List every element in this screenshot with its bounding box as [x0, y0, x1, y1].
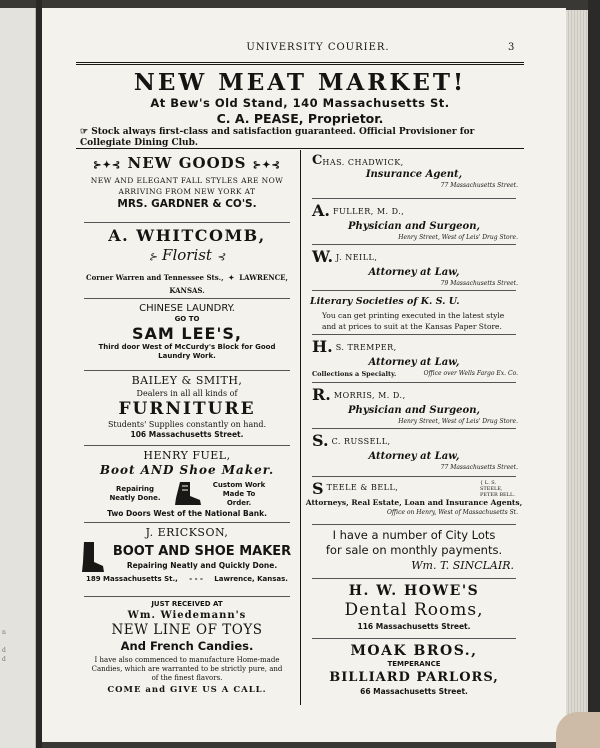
literary-title: Literary Societies of K. S. U.	[310, 296, 460, 307]
fuel-address: Two Doors West of the National Bank.	[107, 509, 267, 518]
card-title: Attorney at Law,	[368, 267, 460, 278]
erickson-address	[76, 574, 298, 584]
banner-headline: NEW MEAT MARKET!	[133, 69, 467, 96]
whitcomb-address: Corner Warren and Tennessee Sts., ✦ LAWRENCE, KANSAS.	[86, 273, 288, 295]
ornament-icon: ⊱	[148, 252, 158, 263]
fuel-left: Repairing Neatly Done.	[109, 485, 161, 502]
wiedemann-body: I have also commenced to manufacture Home-made Candies, which are warranted to be strictly pure, and of the finest flavors.	[91, 656, 283, 682]
card-initial: C	[312, 153, 323, 168]
new-goods-ad	[76, 154, 298, 211]
laundry-body: Third door West of McCurdy's Block for Good Laundry Work.	[98, 343, 276, 360]
moak-trade: BILLIARD PARLORS,	[329, 670, 499, 685]
separator	[312, 290, 516, 291]
bailey-product: FURNITURE	[118, 399, 256, 419]
card-name: MORRIS, M. D.,	[333, 391, 406, 400]
wiedemann-line2: And French Candies.	[120, 639, 254, 653]
separator	[84, 445, 290, 446]
card-title: Physician and Surgeon,	[348, 405, 480, 416]
moak-billiard-ad	[304, 642, 524, 697]
wiedemann-call: COME and GIVE US A CALL.	[107, 685, 267, 695]
fuel-right: Custom Work Made To Order.	[212, 480, 266, 507]
literary-body: You can get printing executed in the latest style and at prices to suit at the Kansas Paper Store.	[322, 311, 505, 331]
card-title: Insurance Agent,	[365, 169, 463, 180]
banner-note-text: Stock always first-class and satisfaction guaranteed.	[91, 127, 356, 137]
literary-societies-ad	[304, 295, 524, 332]
card-initial: H.	[312, 337, 333, 356]
separator	[312, 476, 516, 477]
bailey-name: BAILEY & SMITH,	[131, 374, 243, 387]
separator	[84, 298, 290, 299]
wiedemann-line1: NEW LINE OF TOYS	[111, 622, 263, 638]
card-name: TEELE & BELL,	[326, 483, 399, 492]
banner-note-bold: Official Provisioner for Collegiate Dining Club.	[80, 127, 475, 148]
sinclair-ad	[304, 528, 524, 573]
wiedemann-shop: Wm. Wiedemann's	[127, 610, 247, 621]
separator	[84, 370, 290, 371]
chadwick-card	[304, 154, 524, 190]
separator	[84, 522, 290, 523]
card-name-line	[304, 480, 524, 498]
bailey-note: Students' Supplies constantly on hand.	[107, 420, 267, 429]
card-name-line	[304, 201, 524, 220]
separator	[312, 244, 516, 245]
whitcomb-ad	[76, 226, 298, 297]
moak-address: 66 Massachusetts Street.	[360, 687, 468, 696]
laundry-ad	[76, 302, 298, 361]
page-number: 3	[508, 42, 515, 53]
bailey-dealers: Dealers in all all kinds of	[136, 389, 238, 398]
banner-location: At Bew's Old Stand, 140 Massachusetts St.	[150, 96, 450, 110]
separator	[312, 198, 516, 199]
page-stack-edge	[566, 10, 588, 740]
erickson-address-dashes: - - -	[189, 575, 203, 583]
laundry-name: SAM LEE'S,	[132, 324, 242, 343]
erickson-address-left: 189 Massachusetts St.,	[86, 575, 178, 583]
ornament-icon: ⊰	[216, 252, 226, 263]
laundry-heading: CHINESE LAUNDRY.	[139, 303, 235, 314]
card-name: C. RUSSELL,	[331, 437, 391, 446]
card-address: 79 Massachusetts Street.	[440, 280, 518, 287]
separator	[312, 382, 516, 383]
henry-fuel-ad	[76, 449, 298, 519]
new-goods-title-text: NEW GOODS	[127, 154, 247, 172]
separator	[84, 222, 290, 223]
howe-address: 116 Massachusetts Street.	[357, 622, 471, 631]
new-goods-title	[76, 154, 298, 175]
card-title: Attorneys, Real Estate, Loan and Insurance Agents,	[305, 498, 523, 507]
card-initial: R.	[312, 385, 331, 404]
pointing-hand-icon: ☞	[80, 127, 89, 137]
separator	[312, 578, 516, 579]
tremper-card	[304, 338, 524, 379]
card-address: Office over Wells Fargo Ex. Co.	[423, 370, 518, 377]
erickson-text	[106, 544, 298, 571]
meat-market-banner	[76, 70, 524, 149]
card-initial: S.	[312, 431, 329, 450]
edge-marks: n d d	[2, 629, 6, 663]
boot-icon	[170, 480, 204, 508]
whitcomb-trade-text: Florist	[162, 246, 212, 264]
card-initial: W.	[312, 247, 334, 266]
card-title: Physician and Surgeon,	[348, 221, 480, 232]
card-address: Office on Henry, West of Massachusetts St.	[387, 509, 518, 516]
sinclair-line1: I have a number of City Lots	[332, 528, 496, 542]
erickson-ad	[76, 526, 298, 584]
whitcomb-address-right: LAWRENCE, KANSAS.	[169, 273, 288, 295]
card-name: FULLER, M. D.,	[332, 207, 405, 216]
card-name-line	[304, 337, 524, 356]
whitcomb-trade	[76, 246, 298, 267]
howe-trade: Dental Rooms,	[344, 600, 484, 620]
whitcomb-name: A. WHITCOMB,	[108, 226, 266, 245]
separator	[312, 524, 516, 525]
whitcomb-address-left: Corner Warren and Tennessee Sts.,	[86, 273, 224, 282]
banner-proprietor: C. A. PEASE, Proprietor.	[216, 111, 384, 126]
card-name-line	[304, 247, 524, 266]
wiedemann-pre: JUST RECEIVED AT	[151, 600, 223, 608]
running-head: UNIVERSITY COURIER.	[246, 42, 390, 53]
card-name: S. TREMPER,	[335, 343, 397, 352]
card-partners: { L. S. STEELE, PETER BELL.	[480, 480, 515, 498]
boot-icon	[80, 540, 106, 574]
card-name: J. NEILL,	[336, 253, 378, 262]
card-left-note: Collections a Specialty.	[312, 370, 397, 378]
banner-rule	[76, 148, 524, 149]
separator	[312, 428, 516, 429]
card-address: Henry Street, West of Leis' Drug Store.	[398, 418, 518, 425]
new-goods-shop: MRS. GARDNER & CO'S.	[117, 198, 257, 210]
card-title: Attorney at Law,	[368, 451, 460, 462]
howe-name: H. W. HOWE'S	[348, 583, 480, 599]
card-name: HAS. CHADWICK,	[322, 158, 404, 167]
moak-pre: TEMPERANCE	[387, 660, 441, 668]
russell-card	[304, 432, 524, 472]
facing-page-edge	[0, 8, 36, 748]
bailey-smith-ad	[76, 374, 298, 439]
banner-note	[76, 127, 524, 149]
erickson-name: J. ERICKSON,	[145, 526, 229, 539]
card-title: Attorney at Law,	[368, 357, 460, 368]
card-name-line	[304, 154, 524, 168]
card-address: 77 Massachusetts Street.	[440, 182, 518, 189]
laundry-goto: GO TO	[174, 315, 200, 323]
left-column	[76, 150, 298, 717]
top-rule	[76, 62, 524, 65]
advert-frame	[76, 62, 524, 717]
card-address: 77 Massachusetts Street.	[440, 464, 518, 471]
newspaper-page	[42, 8, 566, 742]
erickson-note: Repairing Neatly and Quickly Done.	[126, 560, 278, 570]
howe-dental-ad	[304, 582, 524, 632]
separator	[84, 596, 290, 597]
column-divider	[300, 150, 301, 705]
card-initial: A.	[312, 201, 330, 220]
neill-card	[304, 248, 524, 288]
fuel-trade: Boot AND Shoe Maker.	[99, 463, 275, 477]
sinclair-line2: for sale on monthly payments.	[325, 543, 503, 557]
ornament-icon: ⊱✦⊰	[93, 160, 122, 171]
fuel-name: HENRY FUEL,	[143, 449, 231, 462]
bailey-address: 106 Massachusetts Street.	[130, 430, 244, 439]
erickson-address-right: Lawrence, Kansas.	[214, 575, 288, 583]
ornament-icon: ⊱✦⊰	[252, 160, 281, 171]
right-column	[304, 150, 524, 717]
fuller-card	[304, 202, 524, 242]
card-footer	[304, 369, 524, 379]
steele-bell-card	[304, 480, 524, 517]
separator	[312, 638, 516, 639]
erickson-body	[76, 540, 298, 574]
morris-card	[304, 386, 524, 426]
separator	[312, 334, 516, 335]
scanner-thumb	[556, 712, 600, 748]
wiedemann-ad	[76, 600, 298, 697]
fuel-body	[76, 478, 298, 508]
card-initial: S	[312, 479, 324, 498]
moak-name: MOAK BROS.,	[350, 643, 478, 659]
card-name-line	[304, 431, 524, 450]
card-name-line	[304, 385, 524, 404]
sinclair-signature: Wm. T. SINCLAIR.	[411, 559, 514, 572]
new-goods-body: NEW AND ELEGANT FALL STYLES ARE NOW ARRIVING FROM NEW YORK AT	[90, 176, 284, 196]
card-address: Henry Street, West of Leis' Drug Store.	[398, 234, 518, 241]
erickson-trade: BOOT AND SHOE MAKER	[112, 543, 292, 559]
binding-shadow	[588, 0, 600, 748]
